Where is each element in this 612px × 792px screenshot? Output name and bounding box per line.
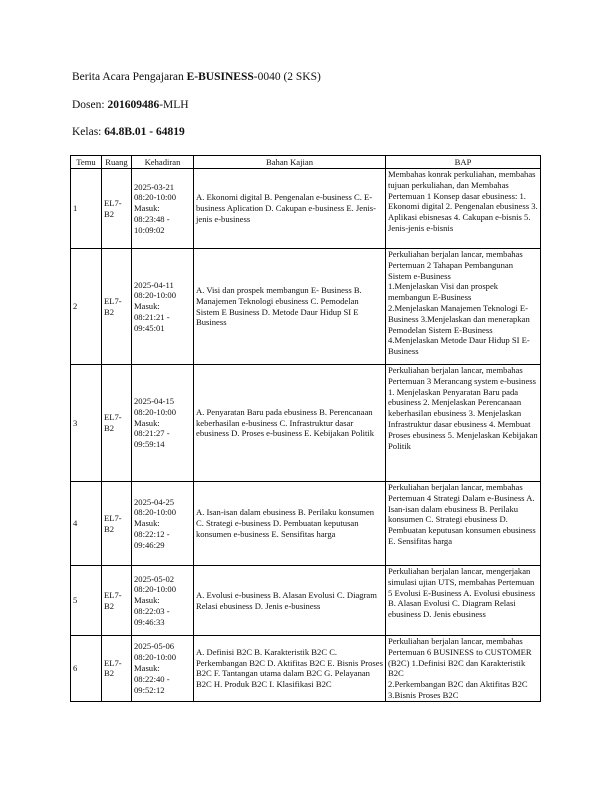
meeting-number: 2 <box>73 301 78 312</box>
column-header-temu: Temu <box>71 156 102 169</box>
cell-bahan-kajian <box>194 365 386 482</box>
lecturer-id: 201609486 <box>107 99 160 111</box>
column-header-bahan-kajian: Bahan Kajian <box>194 156 386 169</box>
attendance-line: 08:22:12 - <box>134 528 170 539</box>
cell-bahan-kajian <box>194 566 386 636</box>
class-line <box>72 126 185 138</box>
room-code: EL7-B2 <box>104 657 122 679</box>
meeting-number: 5 <box>73 595 78 606</box>
lecturer-line <box>72 99 189 111</box>
cell-bahan-kajian <box>194 482 386 566</box>
attendance-line: 09:52:12 <box>134 684 165 695</box>
attendance-line: 2025-05-02 <box>134 573 175 584</box>
class-value: 64.8B.01 - 64819 <box>104 126 185 138</box>
attendance-line: 09:45:01 <box>134 322 165 333</box>
cell-temu <box>71 636 102 702</box>
cell-bap <box>386 482 541 566</box>
table-row <box>71 566 541 636</box>
attendance-line: Masuk: <box>134 662 160 673</box>
bap-paragraph: 2.Perkembangan B2C dan Aktifitas B2C 3.Bisnis Proses B2C <box>388 679 528 700</box>
cell-kehadiran <box>132 566 194 636</box>
course-title <box>72 71 321 83</box>
cell-kehadiran <box>132 636 194 702</box>
attendance-line: 2025-05-06 <box>134 641 175 652</box>
room-code: EL7-B2 <box>104 512 122 534</box>
cell-ruang <box>102 365 132 482</box>
attendance-line: 08:20-10:00 <box>134 192 177 203</box>
attendance-line: 10:09:02 <box>134 224 165 235</box>
attendance-line: 08:20-10:00 <box>134 584 177 595</box>
attendance-line: 09:46:33 <box>134 616 165 627</box>
bap-paragraph: 2.Menjelaskan Manajemen Teknologi E-Business 3.Menjelaskan dan menerapkan Pemodelan Sistem E-Business 4.Menjelaskan Metode Daur Hidup SI E-Business <box>388 302 530 357</box>
cell-bap <box>386 636 541 702</box>
meeting-number: 1 <box>73 203 78 214</box>
room-code: EL7-B2 <box>104 589 122 611</box>
attendance-line: 2025-03-21 <box>134 181 175 192</box>
course-credits: -0040 (2 SKS) <box>253 71 321 83</box>
bap-paragraph: Perkuliahan berjalan lancar, membahas Pertemuan 2 Tahapan Pembangunan Sistem e-Business <box>388 249 523 281</box>
room-code: EL7-B2 <box>104 412 122 433</box>
cell-bap <box>386 365 541 482</box>
attendance-line: 08:21:21 - <box>134 311 170 322</box>
table-row <box>71 169 541 249</box>
study-material: A. Definisi B2C B. Karakteristik B2C C. Perkembangan B2C D. Aktifitas B2C E. Bisnis Proses B2C F. Tantangan utama dalam B2C G. Pelayanan B2C H. Produk B2C I. Klasifikasi B2C <box>196 646 383 690</box>
attendance-line: 08:20-10:00 <box>134 652 177 663</box>
study-material: A. Isan-isan dalam ebusiness B. Perilaku konsumen C. Strategi e-business D. Pembuatan keputusan konsumen e-business E. Sensifitas harga <box>196 507 375 539</box>
lecturer-label: Dosen: <box>72 99 108 111</box>
bap-paragraph: Perkuliahan berjalan lancar, mengerjakan simulasi ujian UTS, membahas Pertemuan 5 Evolusi E-Business A. Evolusi ebusiness B. Alasan Evolusi C. Diagram Relasi ebusiness D. Jenis ebusiness <box>388 566 536 620</box>
cell-bahan-kajian <box>194 249 386 365</box>
cell-bap <box>386 566 541 636</box>
study-material: A. Ekonomi digital B. Pengenalan e-business C. E-business Aplication D. Cakupan e-business E. Jenis-jenis e-business <box>196 192 376 224</box>
cell-kehadiran <box>132 365 194 482</box>
cell-temu <box>71 365 102 482</box>
attendance-line: 2025-04-11 <box>134 279 174 290</box>
class-label: Kelas: <box>72 126 105 138</box>
attendance-line: Masuk: <box>134 518 160 529</box>
table-row <box>71 482 541 566</box>
attendance-line: 09:59:14 <box>134 439 165 450</box>
cell-temu <box>71 482 102 566</box>
column-header-ruang: Ruang <box>102 156 132 169</box>
attendance-line: 08:23:48 - <box>134 213 170 224</box>
study-material: A. Penyaratan Baru pada ebusiness B. Perencanaan keberhasilan e-business C. Infrastruktur dasar ebusiness D. Proses e-business E. Kebijakan Politik <box>196 406 375 439</box>
bap-paragraph: Perkuliahan berjalan lancar, membahas Pertemuan 3 Merancang system e-business 1. Menjelaskan Penyaratan Baru pada ebusiness 2. Menjelaskan Perencanaan keberhasilan ebusiness 3. Menjelaskan Infrastruktur dasar ebusiness 4. Membuat Proses ebusiness 5. Menjelaskan Kebijakan Politik <box>388 365 538 451</box>
study-material: A. Evolusi e-business B. Alasan Evolusi C. Diagram Relasi ebusiness D. Jenis e-business <box>196 589 377 611</box>
bap-paragraph: Perkuliahan berjalan lancar, membahas Pertemuan 6 BUSINESS to CUSTOMER (B2C) 1.Definisi B2C dan Karakteristik B2C <box>388 636 532 679</box>
attendance-line: Masuk: <box>134 301 160 312</box>
meeting-number: 6 <box>73 662 78 673</box>
attendance-line: 08:20-10:00 <box>134 406 177 417</box>
bap-paragraph: Perkuliahan berjalan lancar, membahas Pertemuan 4 Strategi Dalam e-Business A. Isan-isan dalam ebusiness B. Perilaku konsumen C. Strategi ebusiness D. Pembuatan keputusan konsumen ebusiness E. Sensifitas harga <box>388 482 536 546</box>
meeting-number: 4 <box>73 518 78 529</box>
table-row <box>71 249 541 365</box>
cell-ruang <box>102 566 132 636</box>
attendance-line: 09:46:29 <box>134 539 165 550</box>
cell-kehadiran <box>132 249 194 365</box>
attendance-table <box>70 155 541 702</box>
cell-bap <box>386 249 541 365</box>
table-row <box>71 365 541 482</box>
attendance-line: 08:20-10:00 <box>134 507 177 518</box>
cell-bahan-kajian <box>194 636 386 702</box>
bap-paragraph: Membahas konrak perkuliahan, membahas tujuan perkuliahan, dan Membahas Pertemuan 1 Konsep dasar ebusiness: 1. Ekonomi digital 2. Pengenalan ebusiness 3. Aplikasi ebisnesas 4. Cakupan e-bisnis 5. Jenis-jenis e-bisnis <box>388 169 538 233</box>
course-code: E-BUSINESS <box>186 71 254 83</box>
cell-ruang <box>102 482 132 566</box>
attendance-line: 08:22:03 - <box>134 605 170 616</box>
attendance-line: 08:22:40 - <box>134 673 170 684</box>
column-header-kehadiran: Kehadiran <box>132 156 194 169</box>
room-code: EL7-B2 <box>104 197 122 219</box>
attendance-line: 08:20-10:00 <box>134 290 177 301</box>
cell-ruang <box>102 169 132 249</box>
cell-ruang <box>102 636 132 702</box>
attendance-line: Masuk: <box>134 203 160 214</box>
cell-temu <box>71 249 102 365</box>
bap-paragraph: 1.Menjelaskan Visi dan prospek membangun E-Business <box>388 281 499 303</box>
table-row <box>71 636 541 702</box>
course-title-prefix: Berita Acara Pengajaran <box>72 71 187 83</box>
attendance-line: 2025-04-25 <box>134 496 175 507</box>
cell-temu <box>71 566 102 636</box>
cell-bap <box>386 169 541 249</box>
cell-temu <box>71 169 102 249</box>
cell-ruang <box>102 249 132 365</box>
lecturer-code: -MLH <box>159 99 189 111</box>
cell-bahan-kajian <box>194 169 386 249</box>
attendance-line: Masuk: <box>134 595 160 606</box>
attendance-line: 08:21:27 - <box>134 428 170 439</box>
attendance-line: Masuk: <box>134 417 160 428</box>
table-header-row <box>71 156 541 169</box>
attendance-line: 2025-04-15 <box>134 396 175 406</box>
cell-kehadiran <box>132 169 194 249</box>
study-material: A. Visi dan prospek membangun E- Business B. Manajemen Teknologi ebusiness C. Pemodelan Sistem E Business D. Metode Daur Hidup SI E Business <box>196 284 362 328</box>
cell-kehadiran <box>132 482 194 566</box>
room-code: EL7-B2 <box>104 295 122 317</box>
column-header-bap: BAP <box>386 156 541 169</box>
meeting-number: 3 <box>73 417 78 428</box>
